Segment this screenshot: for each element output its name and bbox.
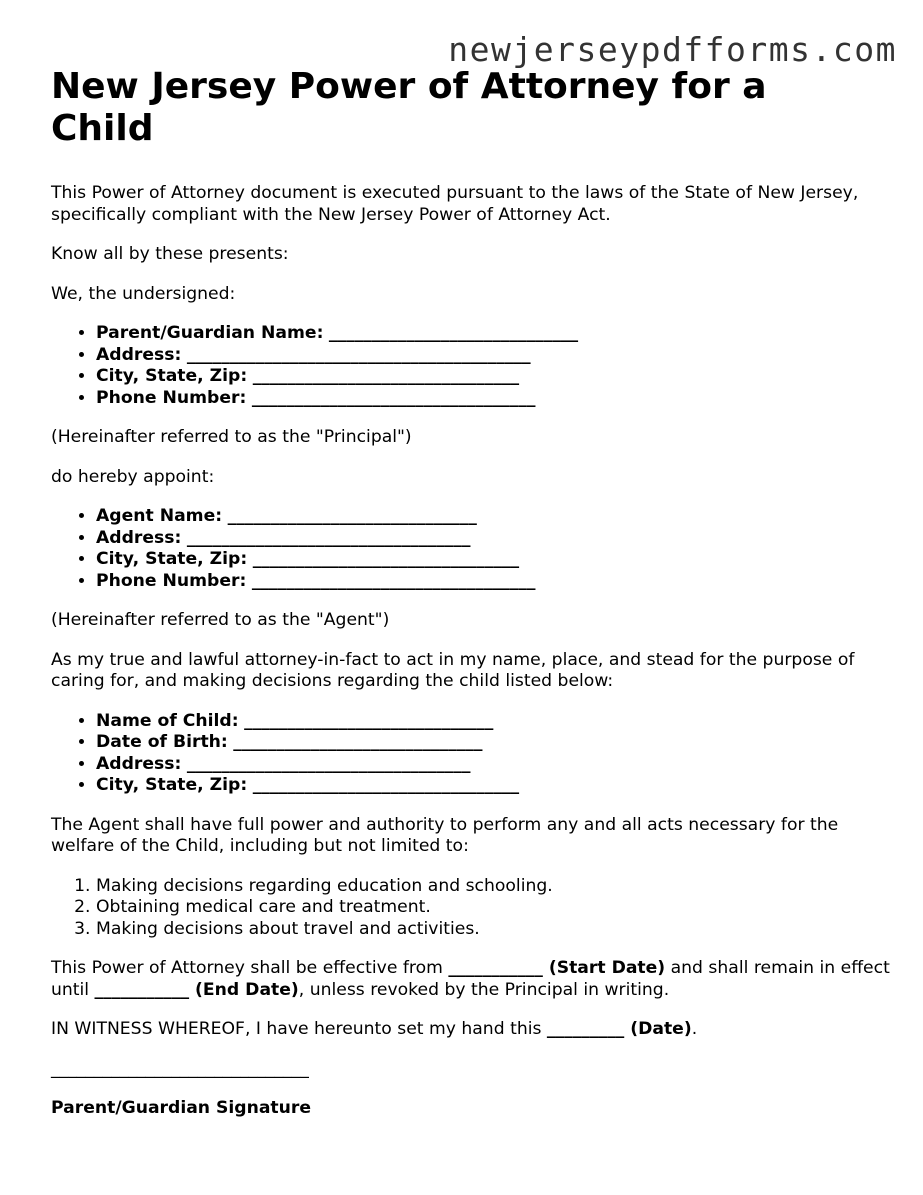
list-item [96, 506, 891, 528]
list-item [96, 549, 891, 571]
site-watermark: newjerseypdfforms.com [448, 30, 897, 69]
effective-text: This Power of Attorney shall be effective from [51, 958, 449, 978]
blank-line[interactable]: _______________________________ [252, 549, 520, 569]
witness-text: IN WITNESS WHEREOF, I have hereunto set my hand this [51, 1019, 547, 1039]
child-fields-list [51, 711, 891, 797]
start-date-label: (Start Date) [542, 958, 666, 978]
list-item [96, 388, 891, 410]
list-item: 1. Making decisions regarding education and schooling. [96, 876, 891, 898]
purpose-paragraph: As my true and lawful attorney-in-fact to act in my name, place, and stead for the purpose of caring for, and making decisions regarding the child listed below: [51, 649, 855, 691]
undersigned-text: We, the undersigned: [51, 283, 236, 304]
field-label: Name of Child: [96, 710, 239, 731]
blank-line[interactable]: _________________________________ [251, 387, 536, 408]
blank-line[interactable]: _______________________________ [252, 775, 520, 795]
agent-reference: (Hereinafter referred to as the "Agent") [51, 610, 390, 630]
agent-fields-list [51, 506, 891, 592]
effective-period-paragraph [51, 958, 891, 1001]
powers-intro: The Agent shall have full power and authority to perform any and all acts necessary for the welfare of the Child, including but not limited to: [51, 814, 839, 856]
blank-line[interactable]: _____________________________ [244, 710, 494, 731]
list-item [96, 775, 891, 797]
list-item [96, 711, 891, 733]
list-item [96, 528, 891, 550]
blank-line[interactable]: _______________________________ [252, 366, 520, 386]
field-label: Address: [96, 527, 182, 548]
intro-paragraph: This Power of Attorney document is executed pursuant to the laws of the State of New Jersey, specifically compliant with the New Jersey Power of Attorney Act. [51, 183, 859, 225]
blank-line[interactable]: _________________________________ [186, 527, 471, 548]
end-date-label: (End Date) [189, 979, 299, 1000]
know-all-text: Know all by these presents: [51, 244, 289, 264]
list-item [96, 366, 891, 388]
principal-fields-list [51, 323, 891, 409]
list-item [96, 754, 891, 776]
field-label: Date of Birth: [96, 732, 228, 752]
effective-text: , unless revoked by the Principal in writing. [298, 979, 670, 1000]
blank-line[interactable]: _____________________________ [233, 732, 483, 752]
signature-line[interactable]: ______________________________ [51, 1058, 309, 1079]
list-item: 3. Making decisions about travel and activities. [96, 919, 891, 941]
witness-date-blank[interactable]: _________ [546, 1019, 625, 1039]
list-item [96, 732, 891, 754]
field-label: Parent/Guardian Name: [96, 323, 324, 343]
field-label: City, State, Zip: [96, 549, 248, 569]
witness-date-label: (Date) [624, 1019, 692, 1039]
blank-line[interactable]: _____________________________ [328, 323, 579, 343]
document-body [51, 66, 891, 1120]
start-date-blank[interactable]: ___________ [448, 958, 543, 978]
powers-list [51, 876, 891, 941]
list-item: 2. Obtaining medical care and treatment. [96, 897, 891, 919]
field-label: City, State, Zip: [96, 775, 248, 795]
field-label: Phone Number: [96, 570, 247, 591]
list-item [96, 345, 891, 367]
blank-line[interactable]: _____________________________ [227, 506, 477, 526]
witness-paragraph [51, 1019, 891, 1041]
field-label: Address: [96, 344, 182, 365]
field-label: Phone Number: [96, 387, 247, 408]
effective-text: and shall remain in effect until [51, 958, 890, 1000]
end-date-blank[interactable]: ___________ [94, 979, 190, 1000]
list-item [96, 571, 891, 593]
principal-reference: (Hereinafter referred to as the "Principal") [51, 427, 412, 447]
list-item [96, 323, 891, 345]
blank-line[interactable]: ________________________________________ [186, 344, 531, 365]
witness-text: . [691, 1019, 698, 1039]
field-label: Address: [96, 753, 182, 774]
appoint-text: do hereby appoint: [51, 466, 215, 487]
field-label: City, State, Zip: [96, 366, 248, 386]
blank-line[interactable]: _________________________________ [251, 570, 536, 591]
signature-label: Parent/Guardian Signature [51, 1098, 312, 1118]
document-title: New Jersey Power of Attorney for a Child [51, 66, 767, 149]
blank-line[interactable]: _________________________________ [186, 753, 471, 774]
field-label: Agent Name: [96, 506, 223, 526]
